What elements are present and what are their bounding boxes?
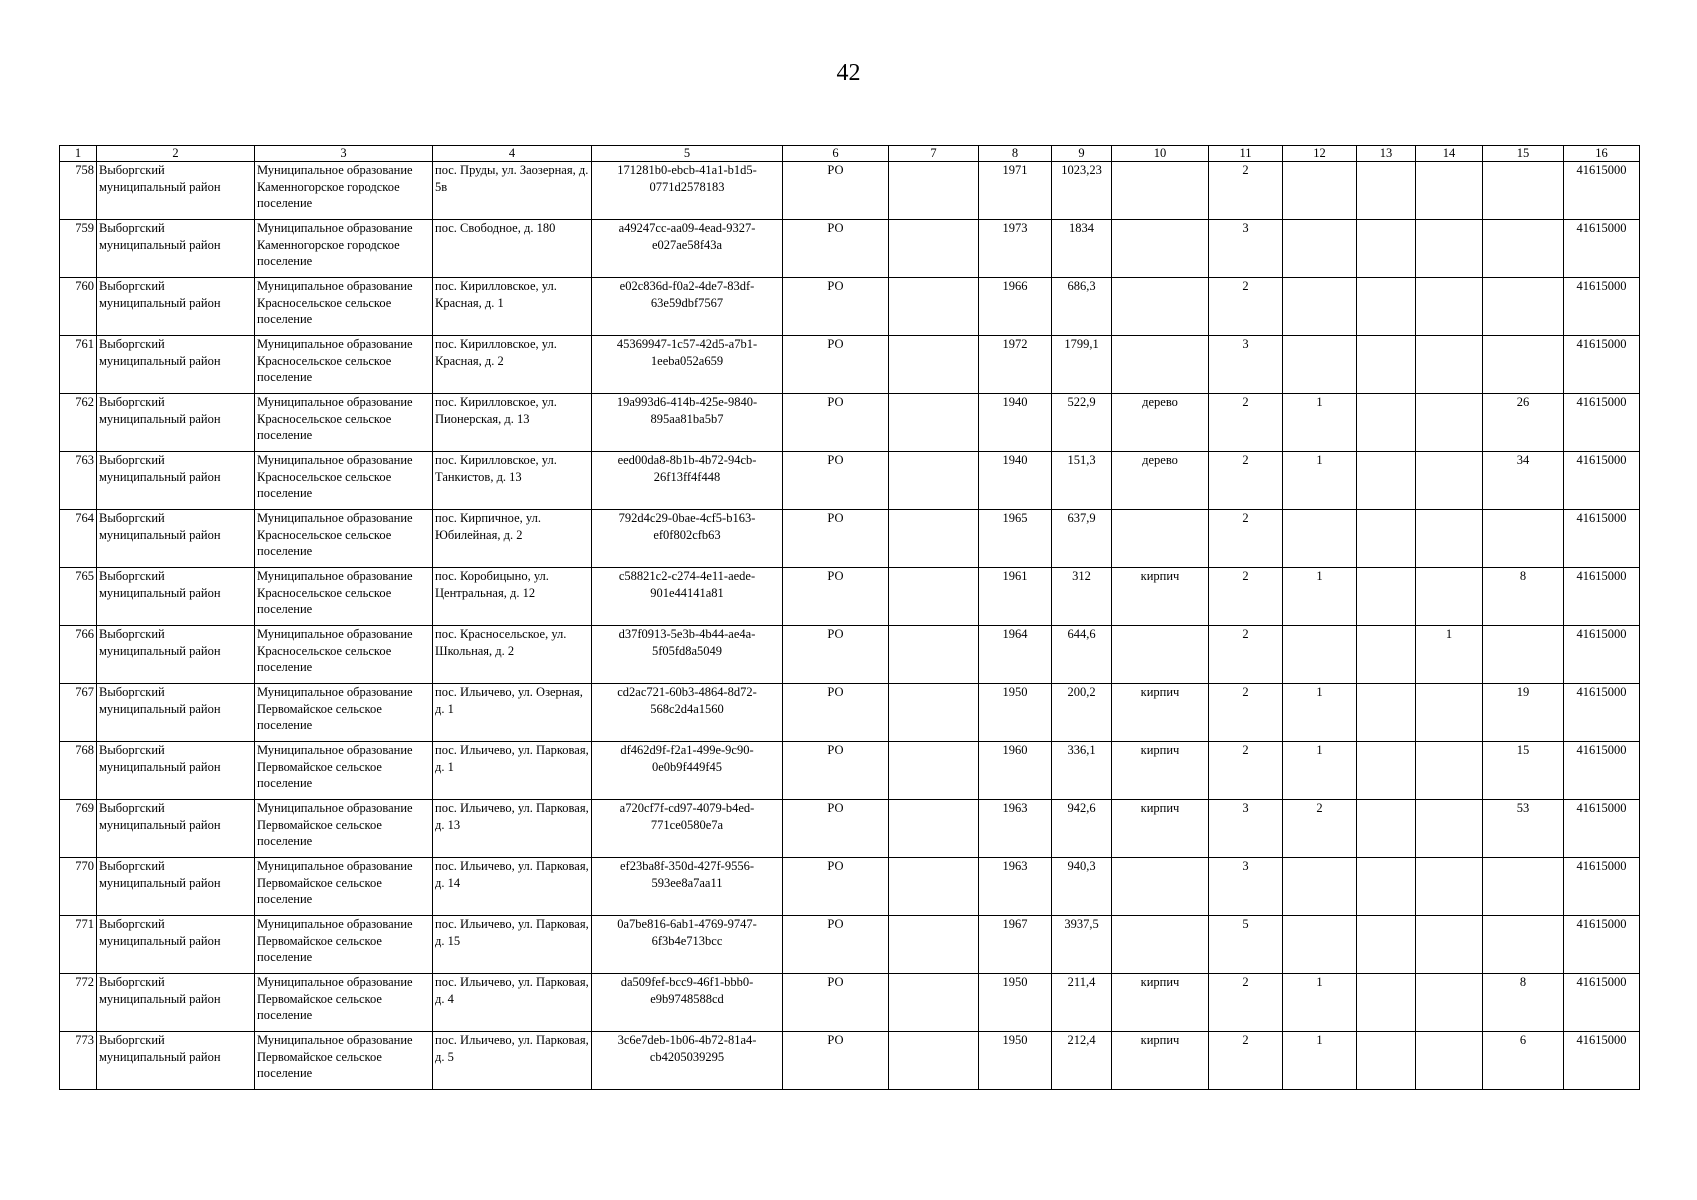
cell-col-13 xyxy=(1357,974,1416,1032)
table-body xyxy=(60,162,1640,1090)
cell-oktmo-code: 41615000 xyxy=(1564,162,1640,220)
cell-address: пос. Коробицыно, ул. Центральная, д. 12 xyxy=(433,568,592,626)
cell-management-form: РО xyxy=(783,394,889,452)
cell-management-form: РО xyxy=(783,452,889,510)
column-header-11: 11 xyxy=(1209,146,1283,162)
cell-district: Выборгский муниципальный район xyxy=(97,800,255,858)
cell-col-13 xyxy=(1357,278,1416,336)
cell-entrances xyxy=(1283,278,1357,336)
cell-district: Выборгский муниципальный район xyxy=(97,278,255,336)
cell-address: пос. Свободное, д. 180 xyxy=(433,220,592,278)
column-header-6: 6 xyxy=(783,146,889,162)
cell-col-13 xyxy=(1357,800,1416,858)
cell-area: 637,9 xyxy=(1052,510,1112,568)
cell-entrances: 1 xyxy=(1283,684,1357,742)
cell-col-7 xyxy=(889,916,979,974)
cell-house-guid: ef23ba8f-350d-427f-9556-593ee8a7aa11 xyxy=(592,858,783,916)
cell-house-guid: c58821c2-c274-4e11-aede-901e44141a81 xyxy=(592,568,783,626)
cell-floors: 2 xyxy=(1209,394,1283,452)
cell-year-built: 1950 xyxy=(979,1032,1052,1090)
cell-oktmo-code: 41615000 xyxy=(1564,916,1640,974)
cell-municipality: Муниципальное образование Первомайское сельское поселение xyxy=(255,916,433,974)
column-header-3: 3 xyxy=(255,146,433,162)
cell-municipality: Муниципальное образование Красносельское сельское поселение xyxy=(255,452,433,510)
cell-col-15: 15 xyxy=(1483,742,1564,800)
cell-oktmo-code: 41615000 xyxy=(1564,974,1640,1032)
cell-row-number: 758 xyxy=(60,162,97,220)
cell-district: Выборгский муниципальный район xyxy=(97,626,255,684)
cell-year-built: 1966 xyxy=(979,278,1052,336)
cell-entrances: 1 xyxy=(1283,1032,1357,1090)
cell-area: 686,3 xyxy=(1052,278,1112,336)
cell-floors: 2 xyxy=(1209,452,1283,510)
cell-wall-material: кирпич xyxy=(1112,800,1209,858)
cell-entrances: 1 xyxy=(1283,452,1357,510)
cell-area: 200,2 xyxy=(1052,684,1112,742)
cell-oktmo-code: 41615000 xyxy=(1564,452,1640,510)
cell-wall-material xyxy=(1112,858,1209,916)
table-row xyxy=(60,974,1640,1032)
cell-address: пос. Кирилловское, ул. Танкистов, д. 13 xyxy=(433,452,592,510)
cell-municipality: Муниципальное образование Первомайское сельское поселение xyxy=(255,684,433,742)
cell-col-13 xyxy=(1357,220,1416,278)
cell-col-13 xyxy=(1357,336,1416,394)
cell-row-number: 773 xyxy=(60,1032,97,1090)
cell-oktmo-code: 41615000 xyxy=(1564,800,1640,858)
cell-area: 1023,23 xyxy=(1052,162,1112,220)
cell-wall-material xyxy=(1112,626,1209,684)
housing-registry-table xyxy=(59,145,1640,1090)
column-header-12: 12 xyxy=(1283,146,1357,162)
cell-address: пос. Кирпичное, ул. Юбилейная, д. 2 xyxy=(433,510,592,568)
cell-col-15: 8 xyxy=(1483,974,1564,1032)
cell-municipality: Муниципальное образование Красносельское сельское поселение xyxy=(255,336,433,394)
cell-area: 1834 xyxy=(1052,220,1112,278)
cell-floors: 2 xyxy=(1209,162,1283,220)
cell-year-built: 1961 xyxy=(979,568,1052,626)
cell-floors: 2 xyxy=(1209,974,1283,1032)
cell-oktmo-code: 41615000 xyxy=(1564,626,1640,684)
cell-oktmo-code: 41615000 xyxy=(1564,858,1640,916)
cell-oktmo-code: 41615000 xyxy=(1564,510,1640,568)
cell-oktmo-code: 41615000 xyxy=(1564,278,1640,336)
cell-row-number: 759 xyxy=(60,220,97,278)
cell-wall-material: дерево xyxy=(1112,452,1209,510)
cell-wall-material xyxy=(1112,220,1209,278)
cell-floors: 2 xyxy=(1209,684,1283,742)
cell-district: Выборгский муниципальный район xyxy=(97,162,255,220)
cell-floors: 2 xyxy=(1209,510,1283,568)
cell-floors: 3 xyxy=(1209,336,1283,394)
cell-col-7 xyxy=(889,510,979,568)
cell-col-15: 26 xyxy=(1483,394,1564,452)
cell-area: 644,6 xyxy=(1052,626,1112,684)
cell-house-guid: 45369947-1c57-42d5-a7b1-1eeba052a659 xyxy=(592,336,783,394)
cell-col-13 xyxy=(1357,452,1416,510)
cell-oktmo-code: 41615000 xyxy=(1564,684,1640,742)
table-row xyxy=(60,452,1640,510)
cell-col-14 xyxy=(1416,742,1483,800)
cell-col-13 xyxy=(1357,394,1416,452)
cell-management-form: РО xyxy=(783,510,889,568)
cell-col-15 xyxy=(1483,916,1564,974)
cell-wall-material xyxy=(1112,162,1209,220)
cell-col-14 xyxy=(1416,278,1483,336)
cell-floors: 3 xyxy=(1209,220,1283,278)
cell-floors: 5 xyxy=(1209,916,1283,974)
cell-entrances: 1 xyxy=(1283,568,1357,626)
cell-col-14 xyxy=(1416,800,1483,858)
cell-year-built: 1967 xyxy=(979,916,1052,974)
cell-row-number: 762 xyxy=(60,394,97,452)
cell-wall-material: кирпич xyxy=(1112,742,1209,800)
cell-area: 211,4 xyxy=(1052,974,1112,1032)
cell-year-built: 1950 xyxy=(979,974,1052,1032)
cell-address: пос. Ильичево, ул. Парковая, д. 5 xyxy=(433,1032,592,1090)
column-header-15: 15 xyxy=(1483,146,1564,162)
cell-management-form: РО xyxy=(783,684,889,742)
table-row xyxy=(60,220,1640,278)
table-row xyxy=(60,336,1640,394)
table-header-row xyxy=(60,146,1640,162)
cell-floors: 2 xyxy=(1209,742,1283,800)
cell-address: пос. Кирилловское, ул. Красная, д. 1 xyxy=(433,278,592,336)
column-header-8: 8 xyxy=(979,146,1052,162)
cell-year-built: 1965 xyxy=(979,510,1052,568)
cell-house-guid: cd2ac721-60b3-4864-8d72-568c2d4a1560 xyxy=(592,684,783,742)
cell-house-guid: a720cf7f-cd97-4079-b4ed-771ce0580e7a xyxy=(592,800,783,858)
cell-col-14 xyxy=(1416,220,1483,278)
cell-management-form: РО xyxy=(783,1032,889,1090)
cell-col-7 xyxy=(889,568,979,626)
cell-entrances xyxy=(1283,162,1357,220)
table-row xyxy=(60,568,1640,626)
cell-district: Выборгский муниципальный район xyxy=(97,742,255,800)
cell-house-guid: a49247cc-aa09-4ead-9327-e027ae58f43a xyxy=(592,220,783,278)
cell-row-number: 764 xyxy=(60,510,97,568)
cell-col-15: 8 xyxy=(1483,568,1564,626)
cell-district: Выборгский муниципальный район xyxy=(97,220,255,278)
cell-management-form: РО xyxy=(783,626,889,684)
cell-col-15: 19 xyxy=(1483,684,1564,742)
cell-municipality: Муниципальное образование Красносельское сельское поселение xyxy=(255,394,433,452)
cell-entrances xyxy=(1283,858,1357,916)
table-row xyxy=(60,916,1640,974)
cell-year-built: 1960 xyxy=(979,742,1052,800)
cell-municipality: Муниципальное образование Первомайское сельское поселение xyxy=(255,742,433,800)
cell-entrances xyxy=(1283,510,1357,568)
cell-area: 1799,1 xyxy=(1052,336,1112,394)
cell-col-7 xyxy=(889,858,979,916)
cell-oktmo-code: 41615000 xyxy=(1564,220,1640,278)
column-header-7: 7 xyxy=(889,146,979,162)
cell-col-15 xyxy=(1483,162,1564,220)
cell-entrances xyxy=(1283,916,1357,974)
cell-wall-material: кирпич xyxy=(1112,974,1209,1032)
table-row xyxy=(60,858,1640,916)
cell-entrances xyxy=(1283,336,1357,394)
cell-house-guid: eed00da8-8b1b-4b72-94cb-26f13ff4f448 xyxy=(592,452,783,510)
cell-oktmo-code: 41615000 xyxy=(1564,394,1640,452)
cell-col-13 xyxy=(1357,1032,1416,1090)
cell-col-15: 6 xyxy=(1483,1032,1564,1090)
cell-col-13 xyxy=(1357,858,1416,916)
cell-municipality: Муниципальное образование Первомайское сельское поселение xyxy=(255,1032,433,1090)
cell-district: Выборгский муниципальный район xyxy=(97,1032,255,1090)
cell-col-7 xyxy=(889,278,979,336)
cell-management-form: РО xyxy=(783,916,889,974)
cell-col-14 xyxy=(1416,162,1483,220)
column-header-13: 13 xyxy=(1357,146,1416,162)
cell-house-guid: e02c836d-f0a2-4de7-83df-63e59dbf7567 xyxy=(592,278,783,336)
cell-entrances: 1 xyxy=(1283,974,1357,1032)
cell-address: пос. Ильичево, ул. Озерная, д. 1 xyxy=(433,684,592,742)
cell-col-7 xyxy=(889,336,979,394)
cell-col-14 xyxy=(1416,974,1483,1032)
cell-year-built: 1972 xyxy=(979,336,1052,394)
cell-col-15 xyxy=(1483,336,1564,394)
cell-address: пос. Ильичево, ул. Парковая, д. 14 xyxy=(433,858,592,916)
column-header-2: 2 xyxy=(97,146,255,162)
cell-col-14: 1 xyxy=(1416,626,1483,684)
cell-municipality: Муниципальное образование Первомайское сельское поселение xyxy=(255,800,433,858)
cell-house-guid: 171281b0-ebcb-41a1-b1d5-0771d2578183 xyxy=(592,162,783,220)
table-row xyxy=(60,394,1640,452)
cell-municipality: Муниципальное образование Каменногорское городское поселение xyxy=(255,220,433,278)
cell-col-15: 34 xyxy=(1483,452,1564,510)
cell-row-number: 767 xyxy=(60,684,97,742)
cell-management-form: РО xyxy=(783,162,889,220)
cell-row-number: 771 xyxy=(60,916,97,974)
cell-management-form: РО xyxy=(783,858,889,916)
cell-col-14 xyxy=(1416,510,1483,568)
cell-row-number: 765 xyxy=(60,568,97,626)
cell-wall-material: дерево xyxy=(1112,394,1209,452)
page-number: 42 xyxy=(836,60,861,86)
cell-house-guid: da509fef-bcc9-46f1-bbb0-e9b9748588cd xyxy=(592,974,783,1032)
cell-col-15 xyxy=(1483,858,1564,916)
cell-area: 312 xyxy=(1052,568,1112,626)
cell-district: Выборгский муниципальный район xyxy=(97,568,255,626)
cell-col-15 xyxy=(1483,220,1564,278)
table-row xyxy=(60,684,1640,742)
cell-floors: 3 xyxy=(1209,800,1283,858)
cell-col-15: 53 xyxy=(1483,800,1564,858)
cell-col-14 xyxy=(1416,916,1483,974)
cell-management-form: РО xyxy=(783,800,889,858)
cell-col-7 xyxy=(889,684,979,742)
cell-municipality: Муниципальное образование Первомайское сельское поселение xyxy=(255,974,433,1032)
cell-district: Выборгский муниципальный район xyxy=(97,974,255,1032)
cell-house-guid: d37f0913-5e3b-4b44-ae4a-5f05fd8a5049 xyxy=(592,626,783,684)
cell-col-7 xyxy=(889,162,979,220)
cell-entrances: 1 xyxy=(1283,394,1357,452)
cell-area: 522,9 xyxy=(1052,394,1112,452)
table-row xyxy=(60,742,1640,800)
cell-entrances: 2 xyxy=(1283,800,1357,858)
cell-wall-material: кирпич xyxy=(1112,684,1209,742)
cell-col-7 xyxy=(889,742,979,800)
cell-col-7 xyxy=(889,974,979,1032)
cell-management-form: РО xyxy=(783,568,889,626)
column-header-5: 5 xyxy=(592,146,783,162)
cell-floors: 2 xyxy=(1209,626,1283,684)
cell-col-7 xyxy=(889,626,979,684)
cell-col-14 xyxy=(1416,452,1483,510)
cell-address: пос. Ильичево, ул. Парковая, д. 4 xyxy=(433,974,592,1032)
cell-management-form: РО xyxy=(783,742,889,800)
cell-year-built: 1950 xyxy=(979,684,1052,742)
table-row xyxy=(60,510,1640,568)
cell-address: пос. Красносельское, ул. Школьная, д. 2 xyxy=(433,626,592,684)
cell-area: 940,3 xyxy=(1052,858,1112,916)
cell-entrances xyxy=(1283,626,1357,684)
cell-floors: 2 xyxy=(1209,278,1283,336)
cell-house-guid: 19a993d6-414b-425e-9840-895aa81ba5b7 xyxy=(592,394,783,452)
cell-wall-material xyxy=(1112,916,1209,974)
table-row xyxy=(60,626,1640,684)
cell-district: Выборгский муниципальный район xyxy=(97,394,255,452)
cell-col-7 xyxy=(889,1032,979,1090)
cell-entrances xyxy=(1283,220,1357,278)
cell-col-14 xyxy=(1416,1032,1483,1090)
cell-row-number: 769 xyxy=(60,800,97,858)
table-row xyxy=(60,1032,1640,1090)
table-row xyxy=(60,162,1640,220)
cell-address: пос. Пруды, ул. Заозерная, д. 5в xyxy=(433,162,592,220)
cell-house-guid: 3c6e7deb-1b06-4b72-81a4-cb4205039295 xyxy=(592,1032,783,1090)
cell-col-7 xyxy=(889,394,979,452)
cell-row-number: 768 xyxy=(60,742,97,800)
cell-area: 151,3 xyxy=(1052,452,1112,510)
cell-year-built: 1963 xyxy=(979,800,1052,858)
cell-area: 3937,5 xyxy=(1052,916,1112,974)
cell-area: 942,6 xyxy=(1052,800,1112,858)
cell-year-built: 1973 xyxy=(979,220,1052,278)
column-header-9: 9 xyxy=(1052,146,1112,162)
cell-col-14 xyxy=(1416,394,1483,452)
cell-address: пос. Ильичево, ул. Парковая, д. 15 xyxy=(433,916,592,974)
cell-col-13 xyxy=(1357,742,1416,800)
column-header-16: 16 xyxy=(1564,146,1640,162)
cell-row-number: 761 xyxy=(60,336,97,394)
cell-house-guid: 792d4c29-0bae-4cf5-b163-ef0f802cfb63 xyxy=(592,510,783,568)
cell-house-guid: df462d9f-f2a1-499e-9c90-0e0b9f449f45 xyxy=(592,742,783,800)
cell-address: пос. Кирилловское, ул. Красная, д. 2 xyxy=(433,336,592,394)
cell-municipality: Муниципальное образование Каменногорское городское поселение xyxy=(255,162,433,220)
cell-oktmo-code: 41615000 xyxy=(1564,1032,1640,1090)
cell-address: пос. Кирилловское, ул. Пионерская, д. 13 xyxy=(433,394,592,452)
cell-row-number: 760 xyxy=(60,278,97,336)
cell-year-built: 1940 xyxy=(979,394,1052,452)
cell-col-15 xyxy=(1483,510,1564,568)
cell-year-built: 1971 xyxy=(979,162,1052,220)
cell-management-form: РО xyxy=(783,974,889,1032)
column-header-10: 10 xyxy=(1112,146,1209,162)
cell-municipality: Муниципальное образование Красносельское сельское поселение xyxy=(255,626,433,684)
table-row xyxy=(60,278,1640,336)
cell-col-13 xyxy=(1357,162,1416,220)
cell-col-15 xyxy=(1483,626,1564,684)
cell-floors: 2 xyxy=(1209,568,1283,626)
cell-floors: 3 xyxy=(1209,858,1283,916)
cell-col-7 xyxy=(889,452,979,510)
cell-wall-material: кирпич xyxy=(1112,568,1209,626)
cell-wall-material xyxy=(1112,278,1209,336)
cell-col-14 xyxy=(1416,684,1483,742)
cell-oktmo-code: 41615000 xyxy=(1564,568,1640,626)
cell-floors: 2 xyxy=(1209,1032,1283,1090)
cell-district: Выборгский муниципальный район xyxy=(97,510,255,568)
cell-row-number: 770 xyxy=(60,858,97,916)
cell-year-built: 1940 xyxy=(979,452,1052,510)
cell-col-13 xyxy=(1357,916,1416,974)
cell-district: Выборгский муниципальный район xyxy=(97,684,255,742)
cell-col-13 xyxy=(1357,568,1416,626)
column-header-4: 4 xyxy=(433,146,592,162)
cell-management-form: РО xyxy=(783,336,889,394)
column-header-14: 14 xyxy=(1416,146,1483,162)
cell-district: Выборгский муниципальный район xyxy=(97,916,255,974)
cell-col-7 xyxy=(889,220,979,278)
cell-municipality: Муниципальное образование Красносельское сельское поселение xyxy=(255,278,433,336)
cell-area: 336,1 xyxy=(1052,742,1112,800)
cell-year-built: 1963 xyxy=(979,858,1052,916)
cell-address: пос. Ильичево, ул. Парковая, д. 1 xyxy=(433,742,592,800)
table-row xyxy=(60,800,1640,858)
cell-area: 212,4 xyxy=(1052,1032,1112,1090)
cell-oktmo-code: 41615000 xyxy=(1564,742,1640,800)
cell-municipality: Муниципальное образование Красносельское сельское поселение xyxy=(255,510,433,568)
cell-address: пос. Ильичево, ул. Парковая, д. 13 xyxy=(433,800,592,858)
cell-entrances: 1 xyxy=(1283,742,1357,800)
cell-col-15 xyxy=(1483,278,1564,336)
cell-district: Выборгский муниципальный район xyxy=(97,858,255,916)
cell-col-14 xyxy=(1416,568,1483,626)
cell-wall-material xyxy=(1112,336,1209,394)
cell-row-number: 766 xyxy=(60,626,97,684)
cell-col-13 xyxy=(1357,510,1416,568)
cell-row-number: 772 xyxy=(60,974,97,1032)
cell-municipality: Муниципальное образование Красносельское сельское поселение xyxy=(255,568,433,626)
cell-municipality: Муниципальное образование Первомайское сельское поселение xyxy=(255,858,433,916)
cell-management-form: РО xyxy=(783,278,889,336)
column-header-1: 1 xyxy=(60,146,97,162)
cell-oktmo-code: 41615000 xyxy=(1564,336,1640,394)
cell-wall-material: кирпич xyxy=(1112,1032,1209,1090)
cell-col-14 xyxy=(1416,336,1483,394)
cell-col-13 xyxy=(1357,626,1416,684)
cell-col-13 xyxy=(1357,684,1416,742)
cell-house-guid: 0a7be816-6ab1-4769-9747-6f3b4e713bcc xyxy=(592,916,783,974)
cell-management-form: РО xyxy=(783,220,889,278)
cell-wall-material xyxy=(1112,510,1209,568)
cell-col-14 xyxy=(1416,858,1483,916)
cell-row-number: 763 xyxy=(60,452,97,510)
cell-col-7 xyxy=(889,800,979,858)
cell-district: Выборгский муниципальный район xyxy=(97,336,255,394)
cell-district: Выборгский муниципальный район xyxy=(97,452,255,510)
cell-year-built: 1964 xyxy=(979,626,1052,684)
